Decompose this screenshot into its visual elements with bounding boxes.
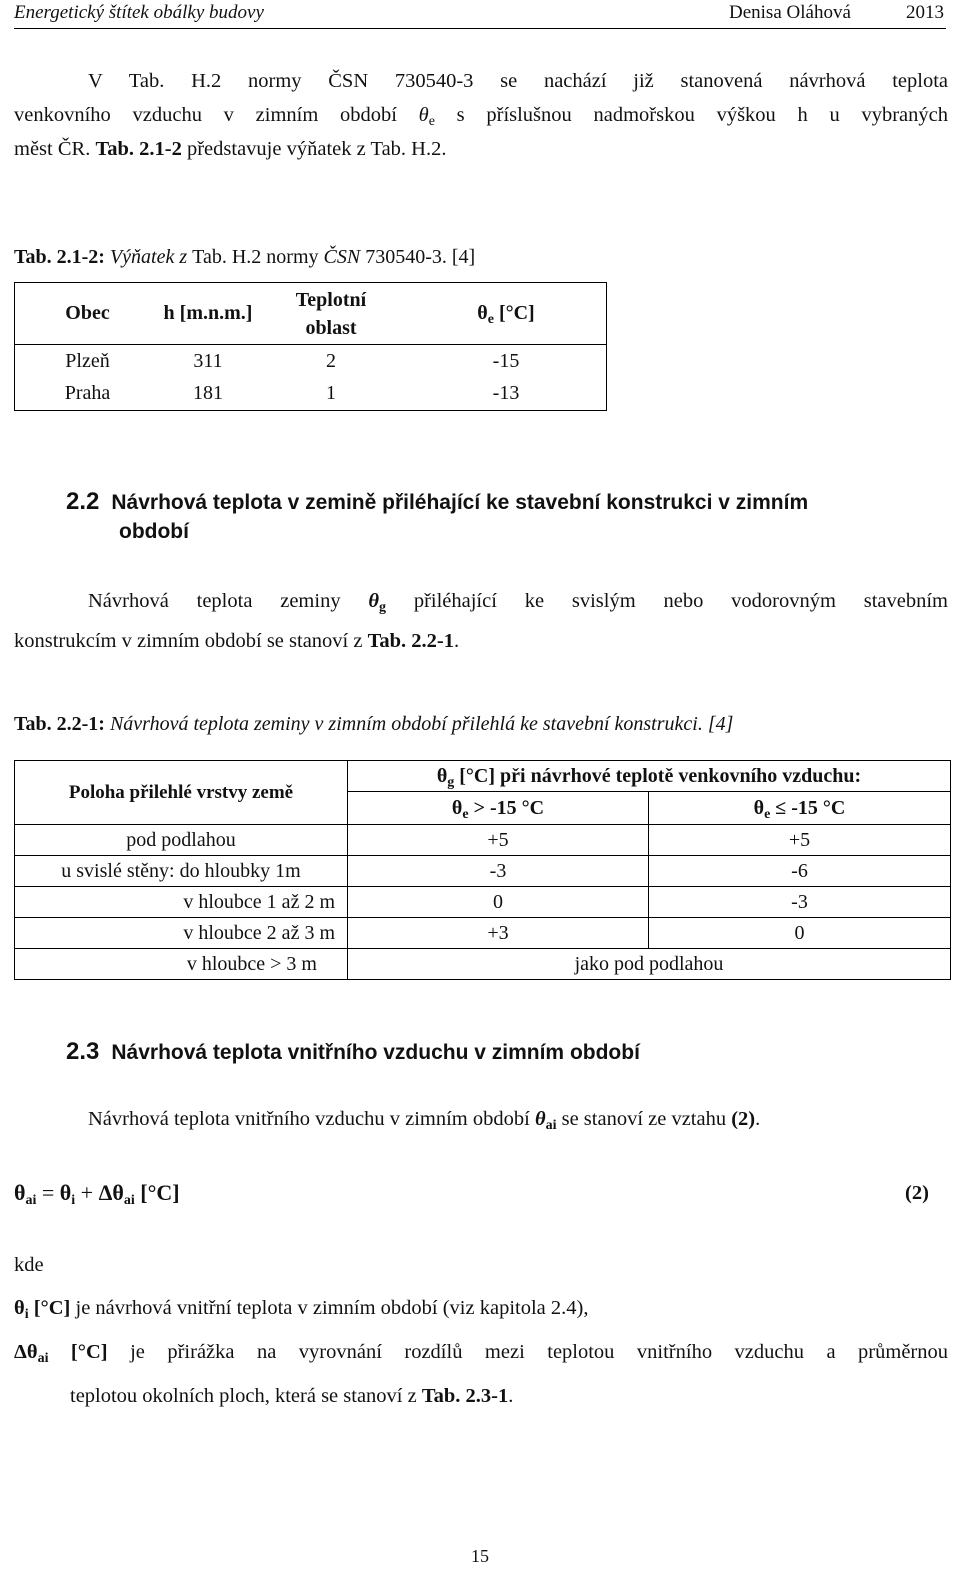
table-reference: Tab. 2.1-2 bbox=[95, 138, 182, 160]
table-row: Plzeň 311 2 -15 bbox=[65, 349, 520, 372]
intro-paragraph bbox=[14, 64, 948, 166]
table-row: v hloubce > 3 m jako pod podlahou bbox=[15, 949, 951, 980]
equation-2: $\theta_{ai} = \theta_i + \Delta\theta_{ai}$ [°C] bbox=[14, 1180, 180, 1208]
intro-line-3: měst ČR. Tab. 2.1-2 představuje výňatek z Tab. H.2. bbox=[14, 138, 447, 160]
header-rule bbox=[14, 28, 946, 29]
table2-col-gt: $\theta_e > -15$ °C bbox=[348, 792, 649, 825]
table2-header-poloha: Poloha přilehlé vrstvy země bbox=[15, 761, 348, 825]
table1-header-oblast: Teplotní oblast bbox=[295, 288, 367, 339]
kde-label: kde bbox=[14, 1254, 44, 1276]
table1-header-h: h [m.n.m.] bbox=[163, 302, 253, 324]
table-row: u svislé stěny: do hloubky 1m -3 -6 bbox=[15, 856, 951, 887]
equation-number: (2) bbox=[905, 1182, 929, 1204]
header-year: 2013 bbox=[906, 2, 944, 23]
section-2-3-heading: 2.3 Návrhová teplota vnitřního vzduchu v zimním období bbox=[66, 1038, 640, 1065]
definition-delta-theta-ai: $\Delta\theta_{ai}$ [°C] je přirážka na vyrovnání rozdílů mezi teplotou vnitřního vzduchu a průměrnou bbox=[14, 1341, 948, 1366]
table2-col-le: $\theta_e \le -15$ °C bbox=[649, 792, 951, 825]
intro-line-1: V Tab. H.2 normy ČSN 730540-3 se nachází již stanovená návrhová teplota bbox=[88, 70, 948, 92]
header-author: Denisa Oláhová bbox=[729, 2, 851, 23]
table1-header-row bbox=[15, 283, 607, 345]
table-2 bbox=[14, 760, 951, 980]
table-1 bbox=[14, 282, 607, 411]
section-2-2-paragraph: Návrhová teplota zeminy $\theta_g$ přiléhající ke svislým nebo vodorovným stavebním konstrukcím v zimním období se stanoví z Tab. 2.2-1. bbox=[14, 590, 948, 652]
theta-symbol: θ bbox=[418, 104, 429, 126]
table1-header-obec: Obec bbox=[65, 302, 110, 324]
table-row: pod podlahou +5 +5 bbox=[15, 825, 951, 856]
table1-header-theta: $\theta_e$ [°C] bbox=[477, 302, 535, 327]
table-row: Praha 181 1 -13 bbox=[64, 382, 520, 405]
section-2-2-heading: 2.2 Návrhová teplota v zemině přiléhající ke stavební konstrukci v zimním období bbox=[66, 488, 809, 543]
table2-caption: Tab. 2.2-1: Návrhová teplota zeminy v zimním období přilehlá ke stavební konstrukci. [4] bbox=[14, 713, 734, 735]
definition-theta-i: $\theta_i$ [°C] je návrhová vnitřní teplota v zimním období (viz kapitola 2.4), bbox=[14, 1297, 589, 1322]
intro-line-2: venkovního vzduchu v zimním období $\theta_e$ s příslušnou nadmořskou výškou h u vybraných bbox=[14, 104, 948, 129]
table-row: v hloubce 1 až 2 m 0 -3 bbox=[15, 887, 951, 918]
header-title: Energetický štítek obálky budovy bbox=[14, 2, 264, 23]
table-row: v hloubce 2 až 3 m +3 0 bbox=[15, 918, 951, 949]
section-2-3-paragraph: Návrhová teplota vnitřního vzduchu v zimním období $\theta_{ai}$ se stanoví ze vztahu (2). bbox=[88, 1108, 761, 1133]
table2-header-theta-g: $\theta_g$ [°C] při návrhové teplotě venkovního vzduchu: bbox=[348, 761, 951, 792]
table2-header-row bbox=[15, 761, 951, 792]
table1-caption: Tab. 2.1-2: Výňatek z Tab. H.2 normy ČSN 730540-3. [4] bbox=[14, 246, 476, 268]
definition-delta-theta-ai-line2: teplotou okolních ploch, která se stanoví z Tab. 2.3-1. bbox=[70, 1385, 514, 1407]
page-number: 15 bbox=[471, 1546, 489, 1566]
